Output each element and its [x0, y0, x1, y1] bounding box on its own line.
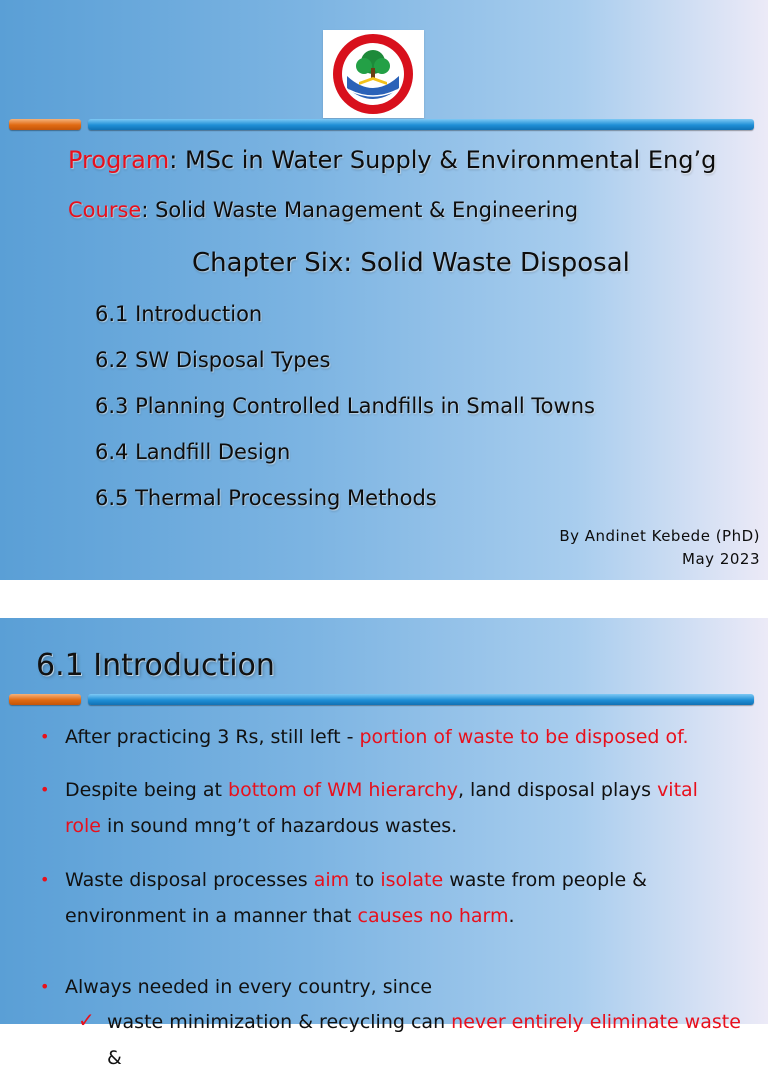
university-logo: [323, 30, 424, 118]
content-slide: [0, 618, 768, 1069]
orange-accent-bar: [9, 119, 81, 130]
bullet-text: Despite being at bottom of WM hierarchy, land disposal plays vital role in sound mng’t of hazardous wastes.: [65, 779, 698, 837]
outline-item: 6.4 Landfill Design: [95, 440, 291, 464]
course-label: Course: [68, 198, 142, 222]
bullet-icon: •: [40, 727, 50, 746]
outline-item: 6.3 Planning Controlled Landfills in Small Towns: [95, 394, 595, 418]
bullet-text: Waste disposal processes aim to isolate waste from people & environment in a manner that causes no harm.: [65, 869, 648, 927]
blue-accent-bar: [88, 119, 754, 130]
date: May 2023: [682, 550, 760, 568]
bullet-text: Always needed in every country, since: [65, 976, 433, 998]
checkmark-icon: ✓: [78, 1008, 95, 1032]
bullet-icon: •: [40, 977, 50, 996]
bullet-text: After practicing 3 Rs, still left - portion of waste to be disposed of.: [65, 726, 689, 748]
chapter-title: Chapter Six: Solid Waste Disposal: [192, 248, 630, 278]
program-line: [68, 146, 716, 174]
outline-item: 6.1 Introduction: [95, 302, 263, 326]
blue-accent-bar: [88, 694, 754, 705]
orange-accent-bar: [9, 694, 81, 705]
program-value: : MSc in Water Supply & Environmental Eng’g: [169, 146, 717, 174]
course-line: [68, 198, 578, 222]
slide-title: 6.1 Introduction: [36, 648, 275, 683]
university-seal-icon: [323, 30, 424, 118]
bullet-icon: •: [40, 870, 50, 889]
outline-item: 6.5 Thermal Processing Methods: [95, 486, 437, 510]
program-label: Program: [68, 146, 170, 174]
outline-item: 6.2 SW Disposal Types: [95, 348, 331, 372]
slide-gap: [0, 580, 768, 618]
sub-bullet-text: waste minimization & recycling can never entirely eliminate waste &: [107, 1011, 741, 1069]
bullet-icon: •: [40, 780, 50, 799]
course-value: : Solid Waste Management & Engineering: [141, 198, 579, 222]
author: By Andinet Kebede (PhD): [559, 527, 760, 545]
